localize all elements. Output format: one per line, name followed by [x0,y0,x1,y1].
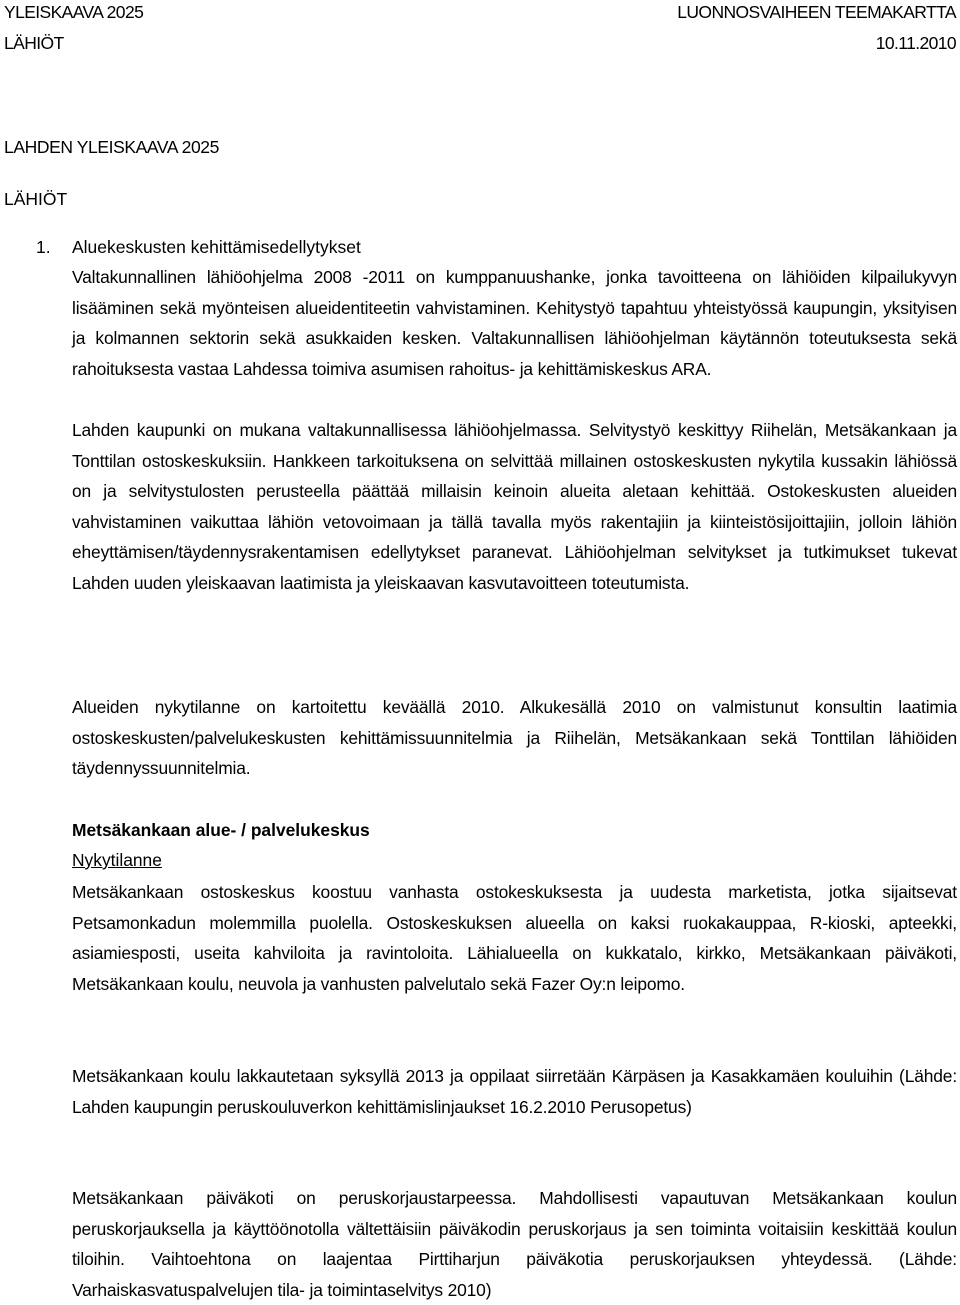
section-1-paragraph-2: Lahden kaupunki on mukana valtakunnallisessa lähiöohjelmassa. Selvitystyö keskittyy Riihelän, Metsäkankaan ja Tonttilan ostoskeskuksiin. Hankkeen tarkoituksena on selvittää millainen ostoskeskusten nykytila kussakin lähiössä on ja selvitystulosten perusteella päättää millaisin keinoin alueita aletaan kehittää. Ostokeskusten alueiden vahvistaminen vaikuttaa lähiön vetovoimaan ja tällä tavalla myös rakentajiin ja kiinteistösijoittajiin, jolloin lähiön eheyttämisen/täydennysrakentamisen edellytykset paranevat. Lähiöohjelman selvitykset ja tutkimukset tukevat Lahden uuden yleiskaavan laatimista ja yleiskaavan kasvutavoitteen toteutumista. [72,420,957,593]
metsakangas-paragraph-1: Metsäkankaan ostoskeskus koostuu vanhasta ostokeskuksesta ja uudesta marketista, jotka sijaitsevat Petsamonkadun molemmilla puolella. Ostoskeskuksen alueella on kaksi ruokakauppaa, R-kioski, apteekki, asiamiesposti, useita kahviloita ja ravintoloita. Lähialueella on kukkatalo, kirkko, Metsäkankaan päiväkoti, Metsäkankaan koulu, neuvola ja vanhusten palvelutalo sekä Fazer Oy:n leipomo. [72,882,957,994]
document-title: LAHDEN YLEISKAAVA 2025 [4,137,219,157]
section-1-paragraph-1: Valtakunnallinen lähiöohjelma 2008 -2011 on kumppanuushanke, jonka tavoitteena on lähiöiden kilpailukyvyn lisääminen sekä myönteisen alueidentiteetin vahvistaminen. Kehitystyö tapahtuu yhteistyössä kaupungin, yksityisen ja kolmannen sektorin sekä asukkaiden kesken. Valtakunnallisen lähiöohjelman käytännön toteutuksesta sekä rahoituksesta vastaa Lahdessa toimiva asumisen rahoitus- ja kehittämiskeskus ARA. [72,267,957,379]
header-plan-name: YLEISKAAVA 2025 [4,2,144,22]
metsakangas-heading: Metsäkankaan alue- / palvelukeskus [72,820,370,840]
section-1-paragraph-3: Alueiden nykytilanne on kartoitettu keväällä 2010. Alkukesällä 2010 on valmistunut konsultin laatimia ostoskeskusten/palvelukeskusten kehittämissuunnitelmia ja Riihelän, Metsäkankaan sekä Tonttilan lähiöiden täydennyssuunnitelmia. [72,697,957,778]
section-1-heading [0,233,960,261]
header-date: 10.11.2010 [875,33,956,53]
metsakangas-paragraph-3: Metsäkankaan päiväkoti on peruskorjaustarpeessa. Mahdollisesti vapautuvan Metsäkankaan koulun peruskorjauksella ja käyttöönotolla vältettäisiin päiväkodin peruskorjaus ja sen toiminta voitaisiin keskittää koulun tiloihin. Vaihtoehtona on laajentaa Pirttiharjun päiväkotia peruskorjauksen yhteydessä. (Lähde: Varhaiskasvatuspalvelujen tila- ja toimintaselvitys 2010) [72,1188,957,1300]
section-title: Aluekeskusten kehittämisedellytykset [72,237,361,257]
metsakangas-paragraph-2: Metsäkankaan koulu lakkautetaan syksyllä 2013 ja oppilaat siirretään Kärpäsen ja Kasakkamäen kouluihin (Lähde: Lahden kaupungin peruskouluverkon kehittämislinjaukset 16.2.2010 Perusopetus) [72,1066,957,1117]
header-map-type: LUONNOSVAIHEEN TEEMAKARTTA [677,2,956,22]
section-number: 1. [36,237,51,257]
metsakangas-subheading: Nykytilanne [72,850,162,870]
header-theme: LÄHIÖT [4,33,64,53]
page-header-top [4,0,956,24]
document-subtitle: LÄHIÖT [4,189,68,209]
page-header-bottom [4,31,956,55]
